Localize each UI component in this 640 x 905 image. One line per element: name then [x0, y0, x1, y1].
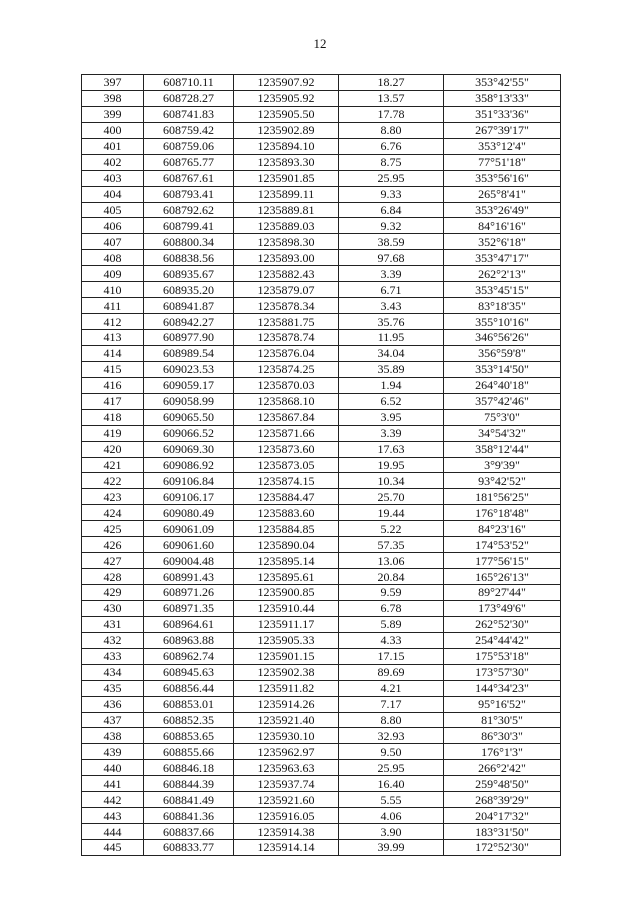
distance-cell: 5.55 [339, 792, 444, 808]
table-row [82, 345, 561, 361]
bearing-cell: 353°26'49" [444, 202, 561, 218]
x-coordinate-cell: 608942.27 [144, 314, 234, 330]
table-row [82, 824, 561, 840]
table-row [82, 840, 561, 856]
y-coordinate-cell: 1235878.34 [234, 298, 339, 314]
table-row [82, 393, 561, 409]
x-coordinate-cell: 608767.61 [144, 170, 234, 186]
table-row [82, 314, 561, 330]
bearing-cell: 356°59'8" [444, 345, 561, 361]
table-row [82, 250, 561, 266]
bearing-cell: 95°16'52" [444, 696, 561, 712]
distance-cell: 97.68 [339, 250, 444, 266]
y-coordinate-cell: 1235898.30 [234, 234, 339, 250]
point-number-cell: 440 [82, 760, 144, 776]
y-coordinate-cell: 1235937.74 [234, 776, 339, 792]
distance-cell: 3.95 [339, 409, 444, 425]
y-coordinate-cell: 1235893.30 [234, 154, 339, 170]
x-coordinate-cell: 608989.54 [144, 345, 234, 361]
point-number-cell: 433 [82, 648, 144, 664]
x-coordinate-cell: 608964.61 [144, 616, 234, 632]
x-coordinate-cell: 609004.48 [144, 553, 234, 569]
bearing-cell: 353°47'17" [444, 250, 561, 266]
y-coordinate-cell: 1235893.00 [234, 250, 339, 266]
table-row [82, 792, 561, 808]
coordinates-table-body [82, 75, 561, 856]
distance-cell: 3.43 [339, 298, 444, 314]
bearing-cell: 262°52'30" [444, 616, 561, 632]
y-coordinate-cell: 1235873.60 [234, 441, 339, 457]
table-row [82, 728, 561, 744]
distance-cell: 7.17 [339, 696, 444, 712]
distance-cell: 9.33 [339, 186, 444, 202]
y-coordinate-cell: 1235873.05 [234, 457, 339, 473]
y-coordinate-cell: 1235900.85 [234, 585, 339, 601]
y-coordinate-cell: 1235910.44 [234, 600, 339, 616]
bearing-cell: 75°3'0" [444, 409, 561, 425]
point-number-cell: 407 [82, 234, 144, 250]
table-row [82, 122, 561, 138]
bearing-cell: 172°52'30" [444, 840, 561, 856]
y-coordinate-cell: 1235881.75 [234, 314, 339, 330]
x-coordinate-cell: 609106.84 [144, 473, 234, 489]
table-row [82, 521, 561, 537]
distance-cell: 17.63 [339, 441, 444, 457]
point-number-cell: 411 [82, 298, 144, 314]
point-number-cell: 432 [82, 632, 144, 648]
y-coordinate-cell: 1235899.11 [234, 186, 339, 202]
y-coordinate-cell: 1235874.25 [234, 361, 339, 377]
table-row [82, 680, 561, 696]
distance-cell: 34.04 [339, 345, 444, 361]
y-coordinate-cell: 1235889.03 [234, 218, 339, 234]
y-coordinate-cell: 1235884.47 [234, 489, 339, 505]
x-coordinate-cell: 608941.87 [144, 298, 234, 314]
bearing-cell: 77°51'18" [444, 154, 561, 170]
bearing-cell: 173°49'6" [444, 600, 561, 616]
point-number-cell: 417 [82, 393, 144, 409]
x-coordinate-cell: 608800.34 [144, 234, 234, 250]
point-number-cell: 422 [82, 473, 144, 489]
point-number-cell: 397 [82, 75, 144, 91]
x-coordinate-cell: 608838.56 [144, 250, 234, 266]
bearing-cell: 144°34'23" [444, 680, 561, 696]
table-row [82, 648, 561, 664]
point-number-cell: 399 [82, 106, 144, 122]
y-coordinate-cell: 1235868.10 [234, 393, 339, 409]
x-coordinate-cell: 608710.11 [144, 75, 234, 91]
bearing-cell: 3°9'39" [444, 457, 561, 473]
distance-cell: 16.40 [339, 776, 444, 792]
y-coordinate-cell: 1235916.05 [234, 808, 339, 824]
y-coordinate-cell: 1235874.15 [234, 473, 339, 489]
x-coordinate-cell: 608991.43 [144, 569, 234, 585]
distance-cell: 25.95 [339, 760, 444, 776]
point-number-cell: 403 [82, 170, 144, 186]
point-number-cell: 445 [82, 840, 144, 856]
y-coordinate-cell: 1235871.66 [234, 425, 339, 441]
point-number-cell: 437 [82, 712, 144, 728]
bearing-cell: 165°26'13" [444, 569, 561, 585]
y-coordinate-cell: 1235914.26 [234, 696, 339, 712]
x-coordinate-cell: 609065.50 [144, 409, 234, 425]
bearing-cell: 177°56'15" [444, 553, 561, 569]
x-coordinate-cell: 608759.42 [144, 122, 234, 138]
x-coordinate-cell: 608971.26 [144, 585, 234, 601]
x-coordinate-cell: 608841.36 [144, 808, 234, 824]
point-number-cell: 418 [82, 409, 144, 425]
table-row [82, 361, 561, 377]
x-coordinate-cell: 608792.62 [144, 202, 234, 218]
x-coordinate-cell: 608841.49 [144, 792, 234, 808]
y-coordinate-cell: 1235921.60 [234, 792, 339, 808]
distance-cell: 13.06 [339, 553, 444, 569]
table-row [82, 266, 561, 282]
y-coordinate-cell: 1235882.43 [234, 266, 339, 282]
distance-cell: 38.59 [339, 234, 444, 250]
distance-cell: 39.99 [339, 840, 444, 856]
table-row [82, 441, 561, 457]
table-row [82, 553, 561, 569]
bearing-cell: 183°31'50" [444, 824, 561, 840]
y-coordinate-cell: 1235879.07 [234, 282, 339, 298]
point-number-cell: 426 [82, 537, 144, 553]
table-row [82, 696, 561, 712]
point-number-cell: 443 [82, 808, 144, 824]
bearing-cell: 254°44'42" [444, 632, 561, 648]
x-coordinate-cell: 608846.18 [144, 760, 234, 776]
bearing-cell: 351°33'36" [444, 106, 561, 122]
bearing-cell: 89°27'44" [444, 585, 561, 601]
bearing-cell: 176°18'48" [444, 505, 561, 521]
bearing-cell: 267°39'17" [444, 122, 561, 138]
table-row [82, 569, 561, 585]
bearing-cell: 346°56'26" [444, 330, 561, 346]
bearing-cell: 353°14'50" [444, 361, 561, 377]
table-row [82, 154, 561, 170]
table-row [82, 234, 561, 250]
distance-cell: 11.95 [339, 330, 444, 346]
distance-cell: 20.84 [339, 569, 444, 585]
point-number-cell: 410 [82, 282, 144, 298]
table-row [82, 186, 561, 202]
point-number-cell: 425 [82, 521, 144, 537]
point-number-cell: 430 [82, 600, 144, 616]
table-row [82, 425, 561, 441]
y-coordinate-cell: 1235902.38 [234, 664, 339, 680]
y-coordinate-cell: 1235905.50 [234, 106, 339, 122]
distance-cell: 6.76 [339, 138, 444, 154]
table-row [82, 202, 561, 218]
bearing-cell: 259°48'50" [444, 776, 561, 792]
distance-cell: 89.69 [339, 664, 444, 680]
bearing-cell: 181°56'25" [444, 489, 561, 505]
distance-cell: 35.76 [339, 314, 444, 330]
bearing-cell: 353°12'4" [444, 138, 561, 154]
point-number-cell: 429 [82, 585, 144, 601]
table-row [82, 585, 561, 601]
x-coordinate-cell: 608935.67 [144, 266, 234, 282]
point-number-cell: 439 [82, 744, 144, 760]
x-coordinate-cell: 608759.06 [144, 138, 234, 154]
point-number-cell: 420 [82, 441, 144, 457]
y-coordinate-cell: 1235876.04 [234, 345, 339, 361]
point-number-cell: 409 [82, 266, 144, 282]
bearing-cell: 353°42'55" [444, 75, 561, 91]
x-coordinate-cell: 609058.99 [144, 393, 234, 409]
distance-cell: 32.93 [339, 728, 444, 744]
distance-cell: 6.71 [339, 282, 444, 298]
y-coordinate-cell: 1235930.10 [234, 728, 339, 744]
point-number-cell: 421 [82, 457, 144, 473]
point-number-cell: 431 [82, 616, 144, 632]
bearing-cell: 266°2'42" [444, 760, 561, 776]
bearing-cell: 358°13'33" [444, 90, 561, 106]
y-coordinate-cell: 1235962.97 [234, 744, 339, 760]
point-number-cell: 444 [82, 824, 144, 840]
distance-cell: 9.50 [339, 744, 444, 760]
x-coordinate-cell: 608855.66 [144, 744, 234, 760]
x-coordinate-cell: 608765.77 [144, 154, 234, 170]
table-row [82, 282, 561, 298]
x-coordinate-cell: 608728.27 [144, 90, 234, 106]
y-coordinate-cell: 1235894.10 [234, 138, 339, 154]
point-number-cell: 402 [82, 154, 144, 170]
table-row [82, 537, 561, 553]
table-row [82, 473, 561, 489]
x-coordinate-cell: 608833.77 [144, 840, 234, 856]
x-coordinate-cell: 609059.17 [144, 377, 234, 393]
bearing-cell: 81°30'5" [444, 712, 561, 728]
bearing-cell: 358°12'44" [444, 441, 561, 457]
y-coordinate-cell: 1235883.60 [234, 505, 339, 521]
bearing-cell: 176°1'3" [444, 744, 561, 760]
point-number-cell: 398 [82, 90, 144, 106]
y-coordinate-cell: 1235878.74 [234, 330, 339, 346]
point-number-cell: 412 [82, 314, 144, 330]
distance-cell: 5.89 [339, 616, 444, 632]
y-coordinate-cell: 1235895.61 [234, 569, 339, 585]
y-coordinate-cell: 1235905.33 [234, 632, 339, 648]
point-number-cell: 442 [82, 792, 144, 808]
bearing-cell: 84°23'16" [444, 521, 561, 537]
table-row [82, 489, 561, 505]
bearing-cell: 83°18'35" [444, 298, 561, 314]
y-coordinate-cell: 1235911.17 [234, 616, 339, 632]
distance-cell: 4.21 [339, 680, 444, 696]
table-row [82, 377, 561, 393]
bearing-cell: 355°10'16" [444, 314, 561, 330]
distance-cell: 57.35 [339, 537, 444, 553]
x-coordinate-cell: 609061.60 [144, 537, 234, 553]
y-coordinate-cell: 1235963.63 [234, 760, 339, 776]
table-row [82, 409, 561, 425]
point-number-cell: 438 [82, 728, 144, 744]
table-row [82, 712, 561, 728]
y-coordinate-cell: 1235867.84 [234, 409, 339, 425]
distance-cell: 6.84 [339, 202, 444, 218]
bearing-cell: 262°2'13" [444, 266, 561, 282]
distance-cell: 19.44 [339, 505, 444, 521]
y-coordinate-cell: 1235884.85 [234, 521, 339, 537]
x-coordinate-cell: 608935.20 [144, 282, 234, 298]
point-number-cell: 423 [82, 489, 144, 505]
y-coordinate-cell: 1235870.03 [234, 377, 339, 393]
point-number-cell: 435 [82, 680, 144, 696]
point-number-cell: 400 [82, 122, 144, 138]
y-coordinate-cell: 1235911.82 [234, 680, 339, 696]
x-coordinate-cell: 608741.83 [144, 106, 234, 122]
distance-cell: 9.32 [339, 218, 444, 234]
table-row [82, 664, 561, 680]
distance-cell: 5.22 [339, 521, 444, 537]
y-coordinate-cell: 1235902.89 [234, 122, 339, 138]
x-coordinate-cell: 608856.44 [144, 680, 234, 696]
distance-cell: 8.75 [339, 154, 444, 170]
x-coordinate-cell: 609086.92 [144, 457, 234, 473]
x-coordinate-cell: 608852.35 [144, 712, 234, 728]
bearing-cell: 353°45'15" [444, 282, 561, 298]
distance-cell: 3.39 [339, 425, 444, 441]
x-coordinate-cell: 608977.90 [144, 330, 234, 346]
distance-cell: 6.52 [339, 393, 444, 409]
table-row [82, 760, 561, 776]
x-coordinate-cell: 608793.41 [144, 186, 234, 202]
distance-cell: 25.95 [339, 170, 444, 186]
table-row [82, 744, 561, 760]
table-row [82, 600, 561, 616]
bearing-cell: 204°17'32" [444, 808, 561, 824]
bearing-cell: 265°8'41" [444, 186, 561, 202]
point-number-cell: 424 [82, 505, 144, 521]
x-coordinate-cell: 608799.41 [144, 218, 234, 234]
table-row [82, 330, 561, 346]
y-coordinate-cell: 1235921.40 [234, 712, 339, 728]
x-coordinate-cell: 609023.53 [144, 361, 234, 377]
y-coordinate-cell: 1235914.14 [234, 840, 339, 856]
point-number-cell: 401 [82, 138, 144, 154]
distance-cell: 17.15 [339, 648, 444, 664]
page-number: 12 [313, 36, 327, 51]
table-row [82, 106, 561, 122]
bearing-cell: 175°53'18" [444, 648, 561, 664]
distance-cell: 9.59 [339, 585, 444, 601]
point-number-cell: 405 [82, 202, 144, 218]
bearing-cell: 86°30'3" [444, 728, 561, 744]
x-coordinate-cell: 608963.88 [144, 632, 234, 648]
bearing-cell: 353°56'16" [444, 170, 561, 186]
distance-cell: 4.33 [339, 632, 444, 648]
x-coordinate-cell: 608962.74 [144, 648, 234, 664]
table-row [82, 138, 561, 154]
point-number-cell: 416 [82, 377, 144, 393]
y-coordinate-cell: 1235905.92 [234, 90, 339, 106]
table-row [82, 457, 561, 473]
bearing-cell: 173°57'30" [444, 664, 561, 680]
x-coordinate-cell: 609061.09 [144, 521, 234, 537]
y-coordinate-cell: 1235907.92 [234, 75, 339, 91]
y-coordinate-cell: 1235901.15 [234, 648, 339, 664]
y-coordinate-cell: 1235895.14 [234, 553, 339, 569]
distance-cell: 1.94 [339, 377, 444, 393]
table-row [82, 298, 561, 314]
distance-cell: 13.57 [339, 90, 444, 106]
y-coordinate-cell: 1235901.85 [234, 170, 339, 186]
point-number-cell: 428 [82, 569, 144, 585]
point-number-cell: 427 [82, 553, 144, 569]
y-coordinate-cell: 1235914.38 [234, 824, 339, 840]
bearing-cell: 264°40'18" [444, 377, 561, 393]
bearing-cell: 357°42'46" [444, 393, 561, 409]
table-row [82, 75, 561, 91]
distance-cell: 8.80 [339, 122, 444, 138]
distance-cell: 17.78 [339, 106, 444, 122]
distance-cell: 35.89 [339, 361, 444, 377]
point-number-cell: 408 [82, 250, 144, 266]
distance-cell: 25.70 [339, 489, 444, 505]
distance-cell: 8.80 [339, 712, 444, 728]
point-number-cell: 441 [82, 776, 144, 792]
x-coordinate-cell: 608853.01 [144, 696, 234, 712]
table-row [82, 218, 561, 234]
distance-cell: 19.95 [339, 457, 444, 473]
distance-cell: 4.06 [339, 808, 444, 824]
distance-cell: 3.90 [339, 824, 444, 840]
x-coordinate-cell: 608945.63 [144, 664, 234, 680]
x-coordinate-cell: 609066.52 [144, 425, 234, 441]
point-number-cell: 404 [82, 186, 144, 202]
bearing-cell: 93°42'52" [444, 473, 561, 489]
table-row [82, 90, 561, 106]
bearing-cell: 34°54'32" [444, 425, 561, 441]
distance-cell: 3.39 [339, 266, 444, 282]
distance-cell: 6.78 [339, 600, 444, 616]
distance-cell: 18.27 [339, 75, 444, 91]
point-number-cell: 406 [82, 218, 144, 234]
x-coordinate-cell: 609080.49 [144, 505, 234, 521]
bearing-cell: 174°53'52" [444, 537, 561, 553]
x-coordinate-cell: 609069.30 [144, 441, 234, 457]
table-row [82, 632, 561, 648]
bearing-cell: 84°16'16" [444, 218, 561, 234]
bearing-cell: 352°6'18" [444, 234, 561, 250]
point-number-cell: 414 [82, 345, 144, 361]
point-number-cell: 436 [82, 696, 144, 712]
x-coordinate-cell: 609106.17 [144, 489, 234, 505]
y-coordinate-cell: 1235890.04 [234, 537, 339, 553]
x-coordinate-cell: 608844.39 [144, 776, 234, 792]
x-coordinate-cell: 608837.66 [144, 824, 234, 840]
table-row [82, 808, 561, 824]
coordinates-table [81, 74, 561, 856]
point-number-cell: 413 [82, 330, 144, 346]
table-row [82, 616, 561, 632]
point-number-cell: 434 [82, 664, 144, 680]
x-coordinate-cell: 608853.65 [144, 728, 234, 744]
y-coordinate-cell: 1235889.81 [234, 202, 339, 218]
table-row [82, 776, 561, 792]
table-row [82, 505, 561, 521]
distance-cell: 10.34 [339, 473, 444, 489]
bearing-cell: 268°39'29" [444, 792, 561, 808]
point-number-cell: 415 [82, 361, 144, 377]
x-coordinate-cell: 608971.35 [144, 600, 234, 616]
point-number-cell: 419 [82, 425, 144, 441]
table-row [82, 170, 561, 186]
